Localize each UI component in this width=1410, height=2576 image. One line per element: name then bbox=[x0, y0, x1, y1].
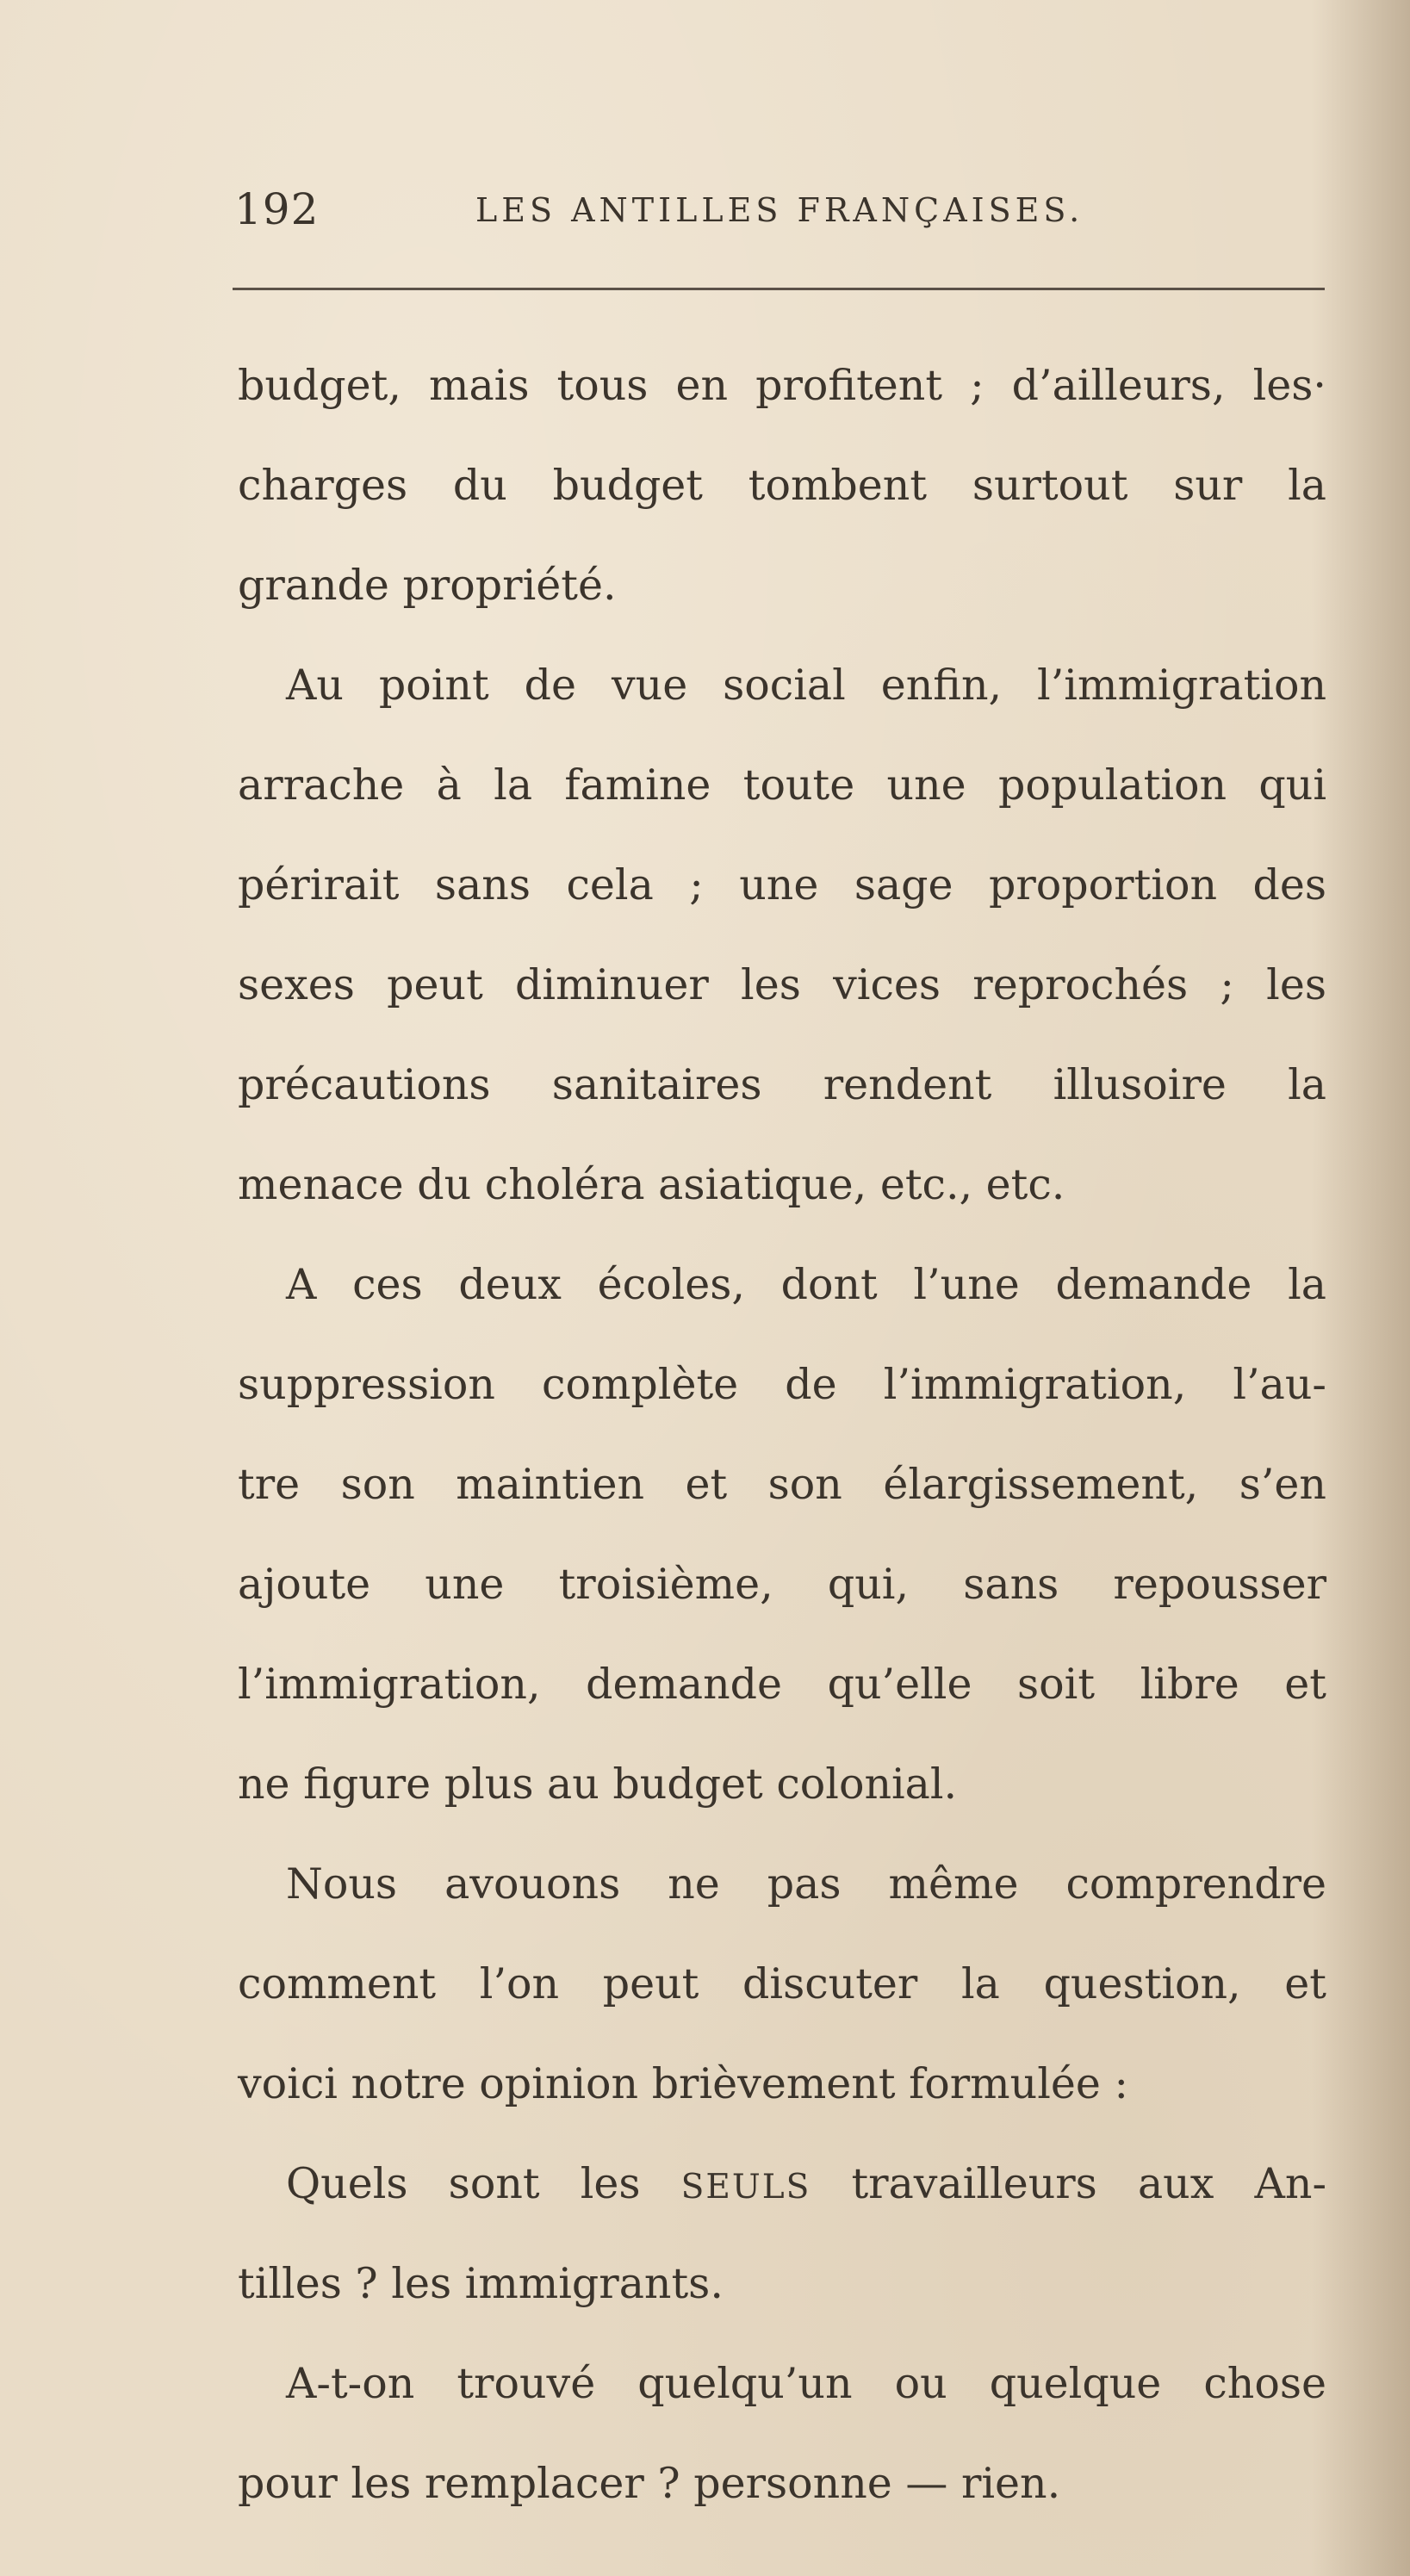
running-head bbox=[234, 179, 1337, 239]
text-line: A-t-on trouvé quelqu’un ou quelque chose bbox=[286, 2359, 1326, 2408]
body-text bbox=[238, 336, 1326, 2534]
text-line: budget, mais tous en profitent ; d’ailleurs, les· bbox=[238, 361, 1326, 410]
text-line: A ces deux écoles, dont l’une demande la bbox=[286, 1260, 1326, 1309]
text-line: charges du budget tombent surtout sur la bbox=[238, 461, 1326, 510]
text-line: pour les remplacer ? personne — rien. bbox=[238, 2459, 1061, 2508]
text-line: tre son maintien et son élargissement, s’en bbox=[238, 1460, 1326, 1509]
text-line bbox=[238, 2134, 1326, 2234]
text-line: Nous avouons ne pas même comprendre bbox=[286, 1859, 1326, 1909]
text-line: ajoute une troisième, qui, sans repousser bbox=[238, 1560, 1326, 1609]
text-line: tilles ? les immigrants. bbox=[238, 2259, 724, 2308]
text-line: comment l’on peut discuter la question, et bbox=[238, 1959, 1326, 2008]
text-line: grande propriété. bbox=[238, 561, 617, 610]
header-rule bbox=[233, 288, 1325, 290]
text-segment: Quels sont les bbox=[286, 2159, 681, 2208]
text-line: périrait sans cela ; une sage proportion des bbox=[238, 860, 1326, 909]
text-line: suppression complète de l’immigration, l’au- bbox=[238, 1360, 1326, 1409]
text-line: ne figure plus au budget colonial. bbox=[238, 1760, 958, 1809]
running-title: LES ANTILLES FRANÇAISES. bbox=[475, 191, 1084, 229]
text-line: menace du choléra asiatique, etc., etc. bbox=[238, 1160, 1065, 1209]
text-line: voici notre opinion brièvement formulée : bbox=[238, 2059, 1128, 2108]
text-line: sexes peut diminuer les vices reprochés ; les bbox=[238, 960, 1326, 1009]
text-line: précautions sanitaires rendent illusoire la bbox=[238, 1060, 1326, 1109]
text-line: l’immigration, demande qu’elle soit libre et bbox=[238, 1660, 1326, 1709]
small-caps-word: SEULS bbox=[680, 2168, 811, 2207]
text-line: Au point de vue social enfin, l’immigration bbox=[286, 661, 1326, 710]
text-segment: travailleurs aux An- bbox=[811, 2159, 1326, 2208]
page-number: 192 bbox=[234, 184, 320, 234]
text-line: arrache à la famine toute une population qui bbox=[238, 760, 1326, 810]
